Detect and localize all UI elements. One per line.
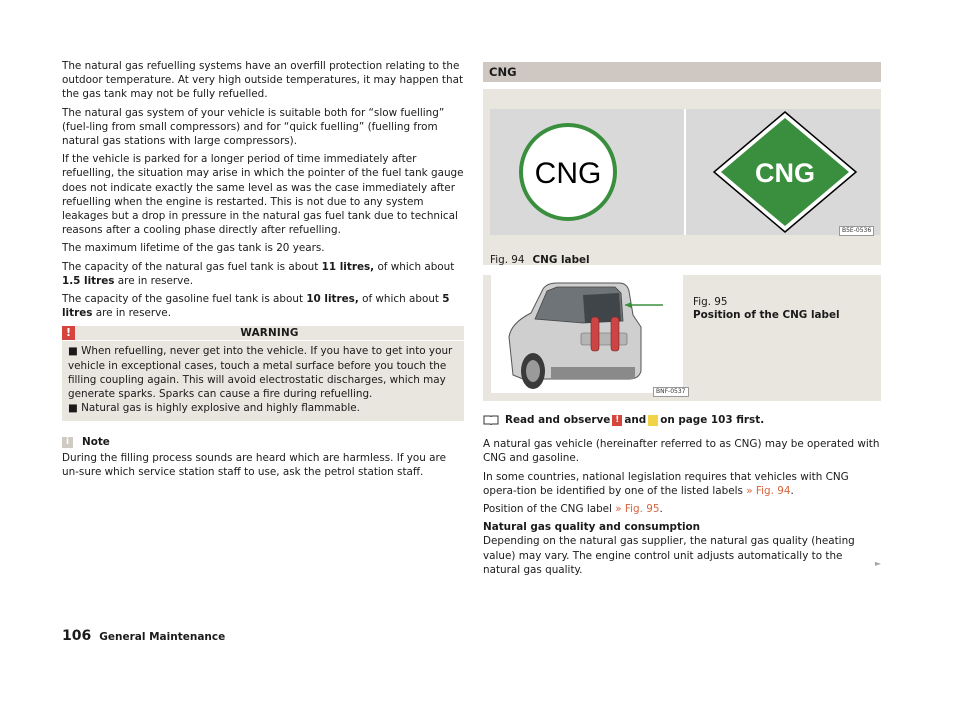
car-illustration: [491, 275, 683, 393]
paragraph-legislation: In some countries, national legislation requires that vehicles with CNG opera-tion be identified by one of the listed labels » Fig. 94.: [483, 470, 849, 497]
right-column: [483, 62, 881, 581]
figure-95-caption: [693, 296, 840, 322]
paragraph-parking: If the vehicle is parked for a longer period of time immediately after refuelling, the situation may arise in which the pointer of the fuel tank gauge does not indicate exactly the same level as was the case immediately after refuelling when the engine is restarted. This is not due to any system leakages but a drop in pressure in the natural gas fuel tank due to technical reasons after a cooling phase directly after refuelling.: [62, 153, 464, 237]
page-footer: [62, 628, 225, 644]
paragraph-lifetime: The maximum lifetime of the gas tank is 20 years.: [62, 242, 325, 255]
continue-arrow-icon: ►: [874, 558, 881, 568]
read-text: and: [624, 414, 647, 426]
note-box: [62, 435, 464, 479]
paragraph-gasoline-capacity: The capacity of the gasoline fuel tank is about 10 litres, of which about 5 litres are in reserve.: [62, 293, 450, 320]
figure-title: CNG label: [532, 254, 590, 266]
cng-diamond-text: CNG: [755, 158, 815, 188]
warning-item: ■ Natural gas is highly explosive and highly flammable.: [68, 402, 360, 415]
figure-94-caption: [490, 253, 590, 267]
warning-header: [62, 326, 464, 341]
subheading-gas-quality: Natural gas quality and consumption: [483, 521, 701, 534]
note-text: During the filling process sounds are heard which are harmless. If you are un-sure which service station staff to use, ask the petrol station staff.: [62, 451, 446, 478]
cng-circle-text: CNG: [534, 157, 602, 190]
cng-labels-illustration: [490, 109, 880, 235]
figure-94: [483, 89, 881, 265]
cng-body: [483, 437, 881, 577]
chapter-title: General Maintenance: [99, 631, 226, 643]
car-rear-image: [491, 275, 683, 393]
book-icon: [483, 415, 499, 425]
note-icon: [648, 415, 658, 426]
warning-box: [62, 326, 464, 421]
figure-title: Position of the CNG label: [693, 309, 840, 321]
fig-94-link[interactable]: » Fig. 94: [746, 484, 791, 497]
warning-icon: !: [62, 326, 75, 340]
warning-icon: !: [612, 415, 622, 426]
read-text: on page 103 first.: [660, 414, 765, 426]
paragraph-fuelling-types: The natural gas system of your vehicle is suitable both for “slow fuelling” (fuel-ling from small compressors) and for “quick fuelling” (fuelling from natural gas stations with large compressors).: [62, 106, 445, 148]
note-title: Note: [82, 436, 110, 449]
section-title: CNG: [483, 62, 881, 82]
figure-code: B5E-0536: [839, 226, 874, 236]
info-icon: i: [62, 437, 73, 448]
figure-code: BNF-0537: [653, 387, 689, 397]
fig-95-link[interactable]: » Fig. 95: [615, 503, 660, 516]
left-column: [62, 59, 464, 479]
paragraph-position: Position of the CNG label » Fig. 95.: [483, 503, 663, 516]
paragraph-overfill: The natural gas refuelling systems have an overfill protection relating to the outdoor temperature. At very high outside temperatures, it may happen that the gas tank may not be fully refuelled.: [62, 60, 464, 101]
figure-95: [483, 275, 881, 401]
read-text: Read and observe: [505, 414, 611, 426]
note-header: [62, 435, 464, 449]
warning-title: WARNING: [240, 327, 299, 340]
read-and-observe: [483, 413, 881, 427]
cng-label-image: [490, 109, 880, 235]
warning-body: [62, 341, 464, 421]
page-number: 106: [62, 628, 92, 644]
paragraph-gas-capacity: The capacity of the natural gas fuel tank is about 11 litres, of which about 1.5 litres are in reserve.: [62, 260, 455, 287]
figure-number: Fig. 94: [490, 254, 525, 266]
paragraph-gas-quality: Depending on the natural gas supplier, the natural gas quality (heating value) may vary. The engine control unit adjusts automatically to the natural gas quality.: [483, 535, 855, 576]
paragraph-cng-vehicle: A natural gas vehicle (hereinafter referred to as CNG) may be operated with CNG and gasoline.: [483, 438, 880, 465]
warning-item: ■ When refuelling, never get into the vehicle. If you have to get into your vehicle in exceptional cases, touch a metal surface before you touch the filling coupling again. This will avoid electrostatic discharges, which may generate sparks. Sparks can cause a fire during refuelling.: [68, 345, 453, 401]
figure-number: Fig. 95: [693, 296, 728, 308]
